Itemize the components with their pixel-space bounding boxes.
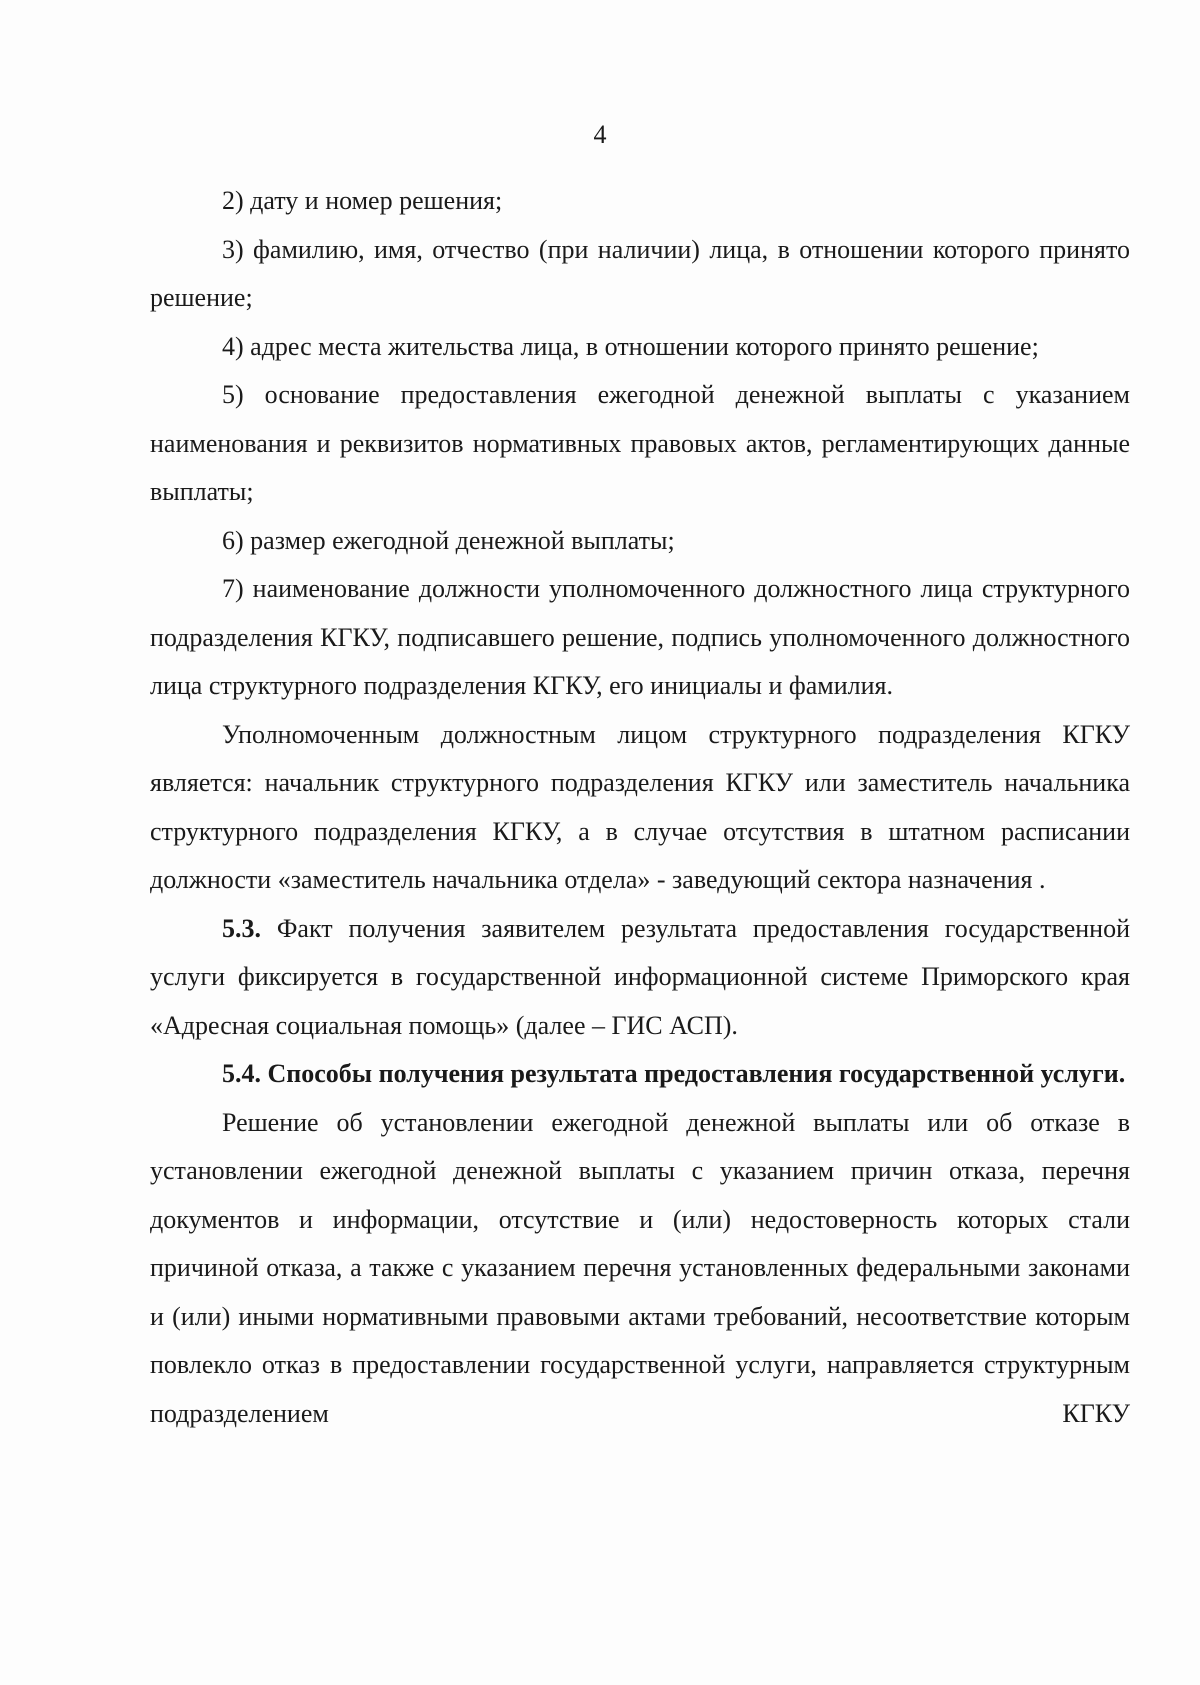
- paragraph-5-3-text: Факт получения заявителем результата предоставления государственной услуги фиксируется в государственной информационной системе Приморского края «Адресная социальная помощь» (далее – ГИС АСП).: [150, 913, 1130, 1040]
- section-number-5-3: 5.3.: [222, 913, 261, 943]
- paragraph-item-6: 6) размер ежегодной денежной выплаты;: [222, 525, 675, 555]
- paragraph-authorized-official: Уполномоченным должностным лицом структурного подразделения КГКУ является: начальник структурного подразделения КГКУ или заместитель начальника структурного подразделения КГКУ, а в случае отсутствия в штатном расписании должности «заместитель начальника отдела» - заведующий сектора назначения .: [150, 719, 1130, 894]
- paragraph-item-5: 5) основание предоставления ежегодной денежной выплаты с указанием наименования и реквизитов нормативных правовых актов, регламентирующих данные выплаты;: [150, 380, 1130, 506]
- paragraph-item-7: 7) наименование должности уполномоченного должностного лица структурного подразделения КГКУ, подписавшего решение, подпись уполномоченного должностного лица структурного подразделения КГКУ, его инициалы и фамилия.: [150, 574, 1130, 700]
- page-number: 4: [593, 120, 607, 149]
- paragraph-item-2: 2) дату и номер решения;: [222, 186, 503, 215]
- paragraph-decision: Решение об установлении ежегодной денежной выплаты или об отказе в установлении ежегодной денежной выплаты с указанием причин отказа, перечня документов и информации, отсутствие и (или) недостоверность которых стали причиной отказа, а также с указанием перечня установленных федеральными законами и (или) иными нормативными правовыми актами требований, несоответствие которым повлекло отказ в предоставлении государственной услуги, направляется структурным подразделением КГКУ: [150, 1107, 1130, 1428]
- paragraph-item-4: 4) адрес места жительства лица, в отношении которого принято решение;: [222, 331, 1039, 361]
- document-body: [150, 177, 1130, 1438]
- paragraph-item-3: 3) фамилию, имя, отчество (при наличии) лица, в отношении которого принято решение;: [150, 234, 1130, 312]
- paragraph-5-3: [150, 905, 1130, 1051]
- section-heading-5-4: 5.4. Способы получения результата предоставления государственной услуги.: [222, 1059, 1126, 1088]
